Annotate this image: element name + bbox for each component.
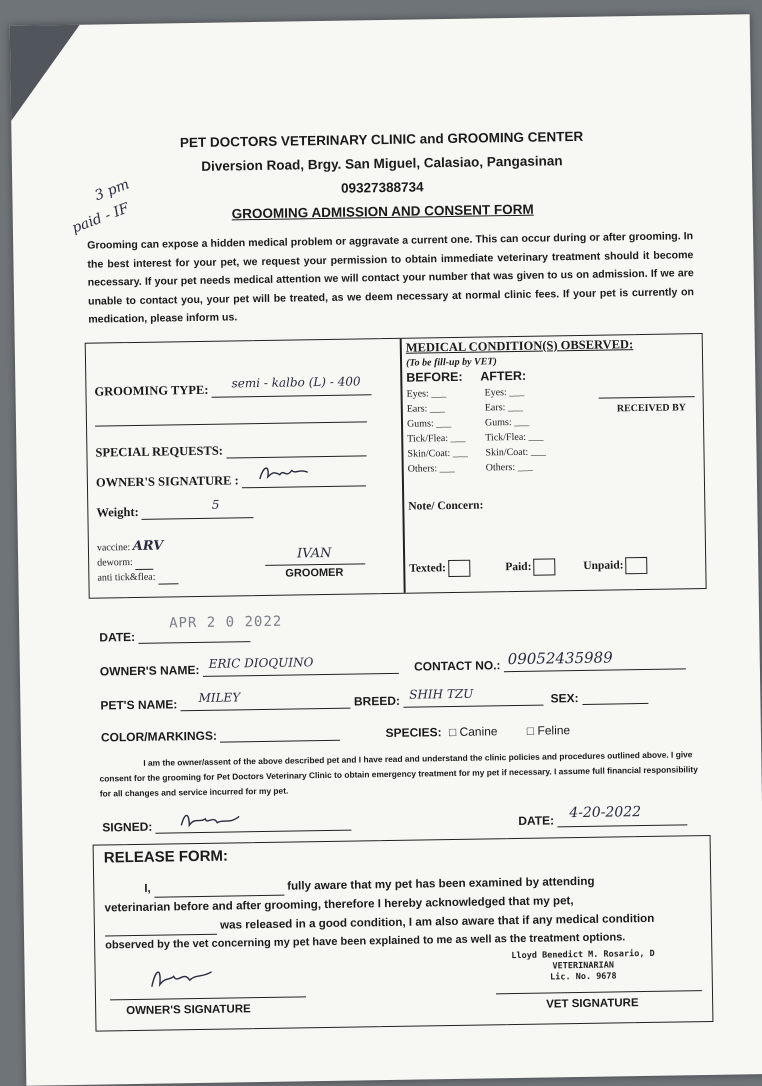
after-item: Eyes: ___ [484, 386, 525, 399]
after-item: Gums: ___ [484, 416, 530, 429]
medical-subtitle: (To be fill-up by VET) [405, 356, 497, 369]
before-item: Ears: ___ [406, 403, 445, 415]
release-line-2: veterinarian before and after grooming, therefore I hereby acknowledged that my pet, [104, 894, 574, 915]
grooming-type-line2 [95, 421, 367, 426]
after-label: AFTER: [480, 368, 527, 384]
grooming-type: GROOMING TYPE: semi - kalbo (L) - 400 [94, 379, 371, 399]
pet-row: PET'S NAME: MILEY BREED: SHIH TZU SEX: [100, 690, 648, 713]
release-text [104, 870, 701, 955]
breed-field[interactable] [403, 686, 543, 708]
form-title: GROOMING ADMISSION AND CONSENT FORM [231, 201, 534, 222]
weight-value: 5 [211, 497, 220, 512]
special-requests-field[interactable] [226, 442, 366, 458]
pet-name-value: MILEY [198, 690, 241, 705]
weight: Weight: 5 [96, 503, 254, 520]
owner-sig-line [110, 996, 306, 1000]
clinic-address: Diversion Road, Brgy. San Miguel, Calasiao, Pangasinan [201, 153, 563, 174]
consent-date-value: 4-20-2022 [569, 804, 642, 822]
grooming-details-box [85, 333, 707, 599]
owner-signature-mark [256, 460, 316, 487]
received-by-line [599, 396, 695, 399]
intro-paragraph: Grooming can expose a hidden medical problem or aggravate a current one. This can occur during or after grooming. In the best interest for your pet, we request your permission to obtain immediate veterinary treatment should it become necessary. If your pet needs medical attention we will contact your number that was given to us on admission. If we are unable to contact you, your pet will be treated, as we deem necessary at normal clinic fees. If your pet is currently on medication, please inform us. [87, 230, 695, 326]
paid: Paid: [505, 558, 555, 576]
clinic-phone: 09327388734 [340, 179, 424, 196]
after-item: Ears: ___ [484, 401, 523, 414]
release-line-1: I, fully aware that my pet has been examined by attending [104, 870, 700, 898]
sex-field[interactable] [582, 690, 648, 705]
grooming-type-value: semi - kalbo (L) - 400 [231, 374, 361, 391]
release-owner-sig-label: OWNER'S SIGNATURE [126, 1003, 251, 1018]
signed-signature-mark [177, 808, 247, 833]
contact-value: 09052435989 [507, 648, 613, 669]
before-list [406, 386, 468, 477]
date-field[interactable] [138, 629, 250, 644]
color-field[interactable] [220, 727, 340, 743]
after-item: Tick/Flea: ___ [485, 431, 544, 444]
date-row: DATE: [99, 628, 250, 644]
signed-field[interactable] [156, 817, 352, 834]
release-owner-signature-mark [147, 964, 217, 995]
feline-option[interactable]: □ Feline [526, 723, 571, 738]
groomer-name: IVAN [296, 545, 332, 562]
note-concern: Note/ Concern: [408, 499, 484, 513]
after-item: Skin/Coat: ___ [485, 446, 546, 459]
received-by: RECEIVED BY [616, 402, 687, 415]
note-time: 3 pm [92, 176, 132, 205]
consent-date-row: DATE: 4-20-2022 [518, 811, 687, 828]
color-row: COLOR/MARKINGS: SPECIES: □ Canine □ Feline [100, 723, 571, 745]
owner-name-field[interactable] [203, 655, 399, 677]
pet-name-field[interactable] [180, 690, 350, 712]
special-requests: SPECIAL REQUESTS: [95, 441, 366, 460]
vaccine-value: ARV [132, 538, 164, 555]
owner-signature-field[interactable] [242, 469, 366, 488]
consent-text: I am the owner/assent of the above described pet and I have read and understand the clinic policies and procedures outlined above. I give consent for the grooming for Pet Doctors Veterinary Clinic to obtain emergency treatment for my pet if necessary. I assume full financial responsibility for all changes and service incurred for my pet. [99, 749, 698, 799]
release-form-box [93, 835, 714, 1032]
breed-value: SHIH TZU [409, 686, 474, 702]
unpaid: Unpaid: [583, 557, 648, 575]
date-stamp: APR 2 0 2022 [169, 613, 283, 632]
paid-checkbox[interactable] [533, 558, 555, 575]
owner-signature: OWNER'S SIGNATURE : [96, 469, 366, 490]
vaccine: vaccine: ARV [96, 538, 164, 555]
deworm: deworm: [97, 555, 153, 571]
note-paid: paid - IF [69, 200, 132, 237]
form-page [10, 14, 762, 1085]
canine-option[interactable]: □ Canine [448, 724, 498, 740]
signed-row: SIGNED: [102, 817, 352, 835]
owner-name-row: OWNER'S NAME: ERIC DIOQUINO CONTACT NO.: 09052435989 [100, 655, 686, 678]
before-item: Skin/Coat: ___ [407, 447, 468, 460]
release-line-3: was released in a good condition, I am also aware that if any medical condition [105, 908, 701, 936]
contact-field[interactable] [504, 648, 686, 672]
unpaid-checkbox[interactable] [625, 557, 647, 574]
texted: Texted: [409, 560, 470, 578]
before-item: Gums: ___ [406, 417, 452, 430]
medical-title: MEDICAL CONDITION(S) OBSERVED: [405, 337, 634, 355]
groomer-label: GROOMER [285, 566, 344, 580]
owner-name-value: ERIC DIOQUINO [208, 655, 314, 671]
release-line-4: observed by the vet concerning my pet have been explained to me as well as the treatment options. [105, 931, 626, 952]
before-item: Eyes: ___ [406, 388, 447, 400]
before-label: BEFORE: [406, 369, 463, 385]
anti-tick-flea: anti tick&flea: [97, 569, 178, 585]
before-item: Others: ___ [407, 462, 455, 475]
clinic-name: PET DOCTORS VETERINARY CLINIC and GROOMING CENTER [179, 128, 584, 151]
vet-sig-line [496, 990, 702, 994]
folded-corner [10, 25, 81, 121]
vet-stamp: Lloyd Benedict M. Rosario, D VETERINARIAN Lic. No. 9678 [511, 948, 655, 983]
release-vet-sig-label: VET SIGNATURE [546, 997, 639, 1011]
before-item: Tick/Flea: ___ [407, 432, 466, 445]
groomer-line [265, 563, 365, 566]
release-title: RELEASE FORM: [103, 847, 229, 867]
box-divider [400, 339, 405, 593]
texted-checkbox[interactable] [448, 560, 470, 577]
after-item: Others: ___ [485, 461, 533, 474]
after-list [484, 385, 546, 476]
